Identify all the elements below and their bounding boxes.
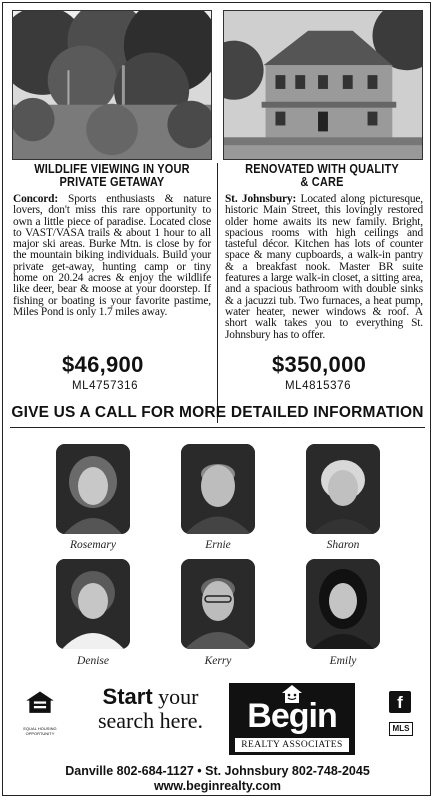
listing-photo-house — [223, 10, 423, 160]
agent-photo-sharon — [306, 444, 380, 534]
start-search-tagline: Start your search here. — [97, 684, 204, 733]
listing-price-1: $46,900 — [62, 352, 144, 377]
agent-name-emily: Emily — [329, 655, 357, 667]
facebook-icon[interactable]: f — [389, 691, 411, 713]
listing-location-2: St. Johnsbury: — [225, 193, 297, 205]
office-phones: Danville 802-684-1127 • St. Johnsbury 802-748-2045 — [65, 764, 370, 778]
agent-name-rosemary: Rosemary — [70, 539, 116, 551]
agent-photo-ernie — [181, 444, 255, 534]
begin-realty-logo: Begin REALTY ASSOCIATES — [229, 683, 355, 755]
mls-icon: MLS — [389, 722, 413, 736]
agent-photo-denise — [56, 559, 130, 649]
listing-location-1: Concord: — [13, 193, 58, 205]
listing-ml-2: ML4815376 — [285, 380, 352, 392]
listing-description-1: Concord: Sports enthusiasts & nature lovers, don't miss this rare opportunity to own a little piece of paradise. Located close to VAST/VASA trails & about 1 hour to all major ski areas. Burke Mtn. is close by for the mountain biking individuals. Build your private get-away, hunting camp or tiny home on 20.24 acres & enjoy the wildlife like deer, bear & moose at your doorstep. If fishing or boating is your favorite pastime, Miles Pond is only 1.7 miles away. — [13, 193, 211, 318]
equal-housing-icon: EQUAL HOUSING OPPORTUNITY — [20, 690, 60, 732]
listing-photo-land — [12, 10, 212, 160]
call-to-action-heading: GIVE US A CALL FOR MORE DETAILED INFORMATION — [10, 399, 425, 428]
agent-name-denise: Denise — [77, 655, 109, 667]
agent-name-sharon: Sharon — [326, 539, 360, 551]
agent-photo-rosemary — [56, 444, 130, 534]
agent-photo-kerry — [181, 559, 255, 649]
listing-ml-1: ML4757316 — [72, 380, 139, 392]
agent-name-ernie: Ernie — [205, 539, 231, 551]
listing-title-2: RENOVATED WITH QUALITY & CARE — [245, 162, 399, 189]
listing-title-1: WILDLIFE VIEWING IN YOUR PRIVATE GETAWAY — [34, 162, 190, 189]
website-link[interactable]: www.beginrealty.com — [153, 779, 282, 793]
listing-description-2: St. Johnsbury: Located along picturesque, historic Main Street, this lovingly restored older home awaits its new family. Bright, spacious rooms with high ceilings and tasteful décor. Kitchen has lots of counter space & many cupboards, a walk-in pantry & a breakfast nook. Master BR suite features a large walk-in closet, a sitting area, and a spacious bathroom with double sinks & a jacuzzi tub. Two furnaces, a heat pump, water heater, newer windows & roof. A short walk takes you to everything St. Johnsbury has to offer. — [225, 193, 424, 341]
agent-photo-emily — [306, 559, 380, 649]
column-divider — [217, 163, 218, 423]
listing-price-2: $350,000 — [272, 352, 367, 377]
agent-name-kerry: Kerry — [204, 655, 232, 667]
